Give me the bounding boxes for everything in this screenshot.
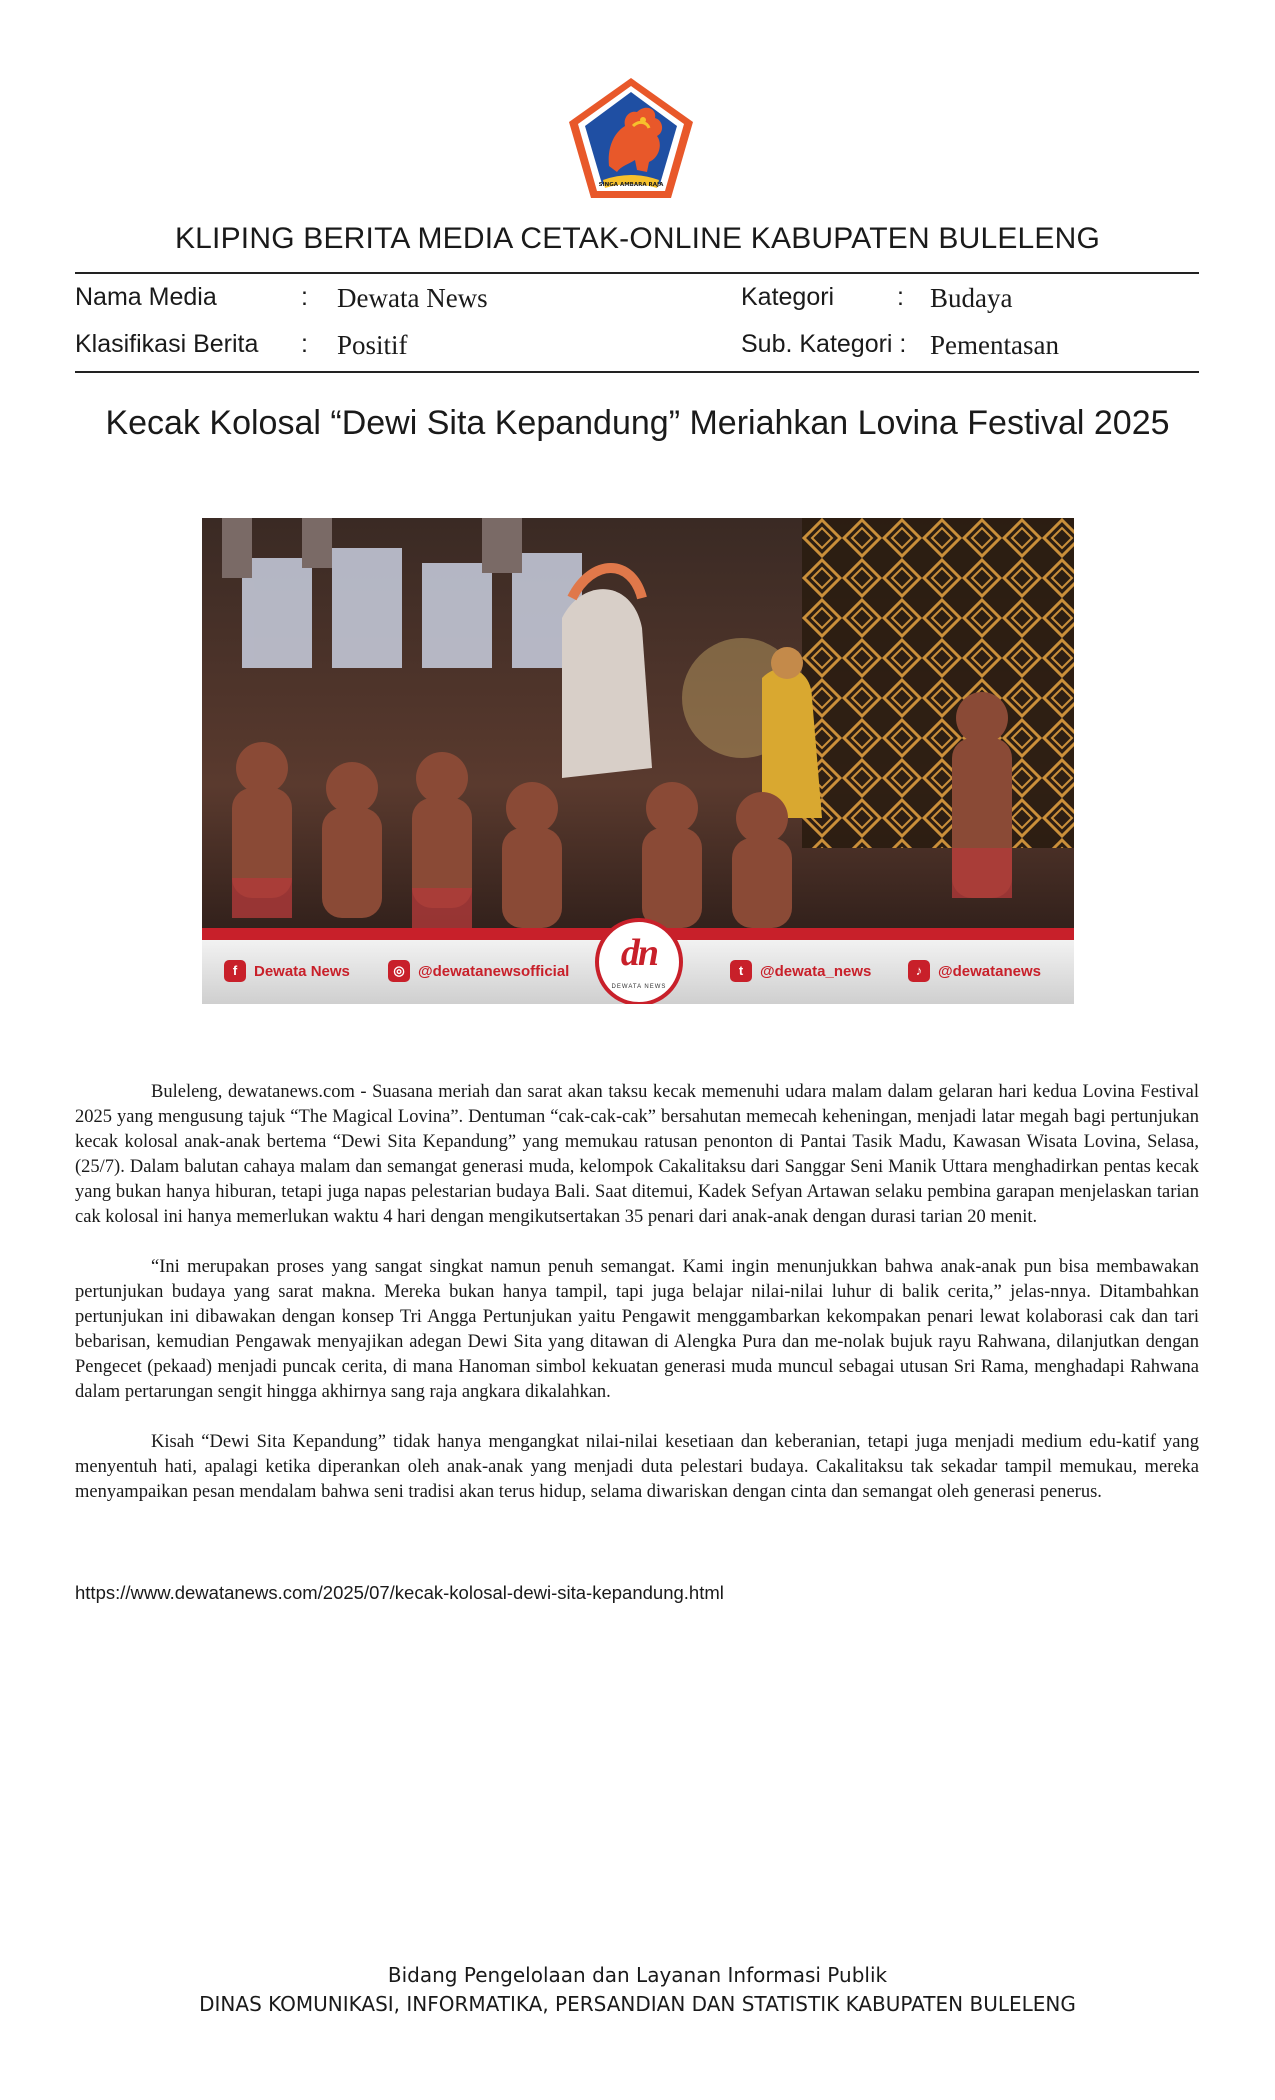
kategori-separator xyxy=(897,283,904,312)
separator-colon: : xyxy=(897,283,904,311)
dewata-news-logo-sub: DEWATA NEWS xyxy=(611,984,667,990)
document-title: KLIPING BERITA MEDIA CETAK-ONLINE KABUPATEN BULELENG xyxy=(174,222,1101,255)
social-facebook xyxy=(224,960,350,982)
source-url: https://www.dewatanews.com/2025/07/kecak-kolosal-dewi-sita-kepandung.html xyxy=(75,1582,724,1603)
social-facebook-label: Dewata News xyxy=(254,962,350,980)
social-twitter xyxy=(730,960,871,982)
social-twitter-label: @dewata_news xyxy=(760,962,872,980)
sub-kategori-row xyxy=(741,330,906,359)
instagram-icon: ◎ xyxy=(388,960,410,982)
klasifikasi-separator xyxy=(301,330,308,359)
article-headline: Kecak Kolosal “Dewi Sita Kepandung” Meriahkan Lovina Festival 2025 xyxy=(105,404,1170,442)
article-body xyxy=(75,1080,1199,1530)
nama-media-row xyxy=(75,283,217,312)
social-instagram xyxy=(388,960,569,982)
klasifikasi-value-wrap xyxy=(337,330,408,361)
klasifikasi-label: Klasifikasi Berita xyxy=(75,330,259,358)
klasifikasi-value: Positif xyxy=(337,330,408,360)
social-tiktok-label: @dewatanews xyxy=(938,962,1041,980)
article-photo xyxy=(202,518,1074,1004)
sub-kategori-label: Sub. Kategori : xyxy=(741,330,907,358)
sub-kategori-value: Pementasan xyxy=(930,330,1059,360)
nama-media-value-wrap xyxy=(337,283,488,314)
footer-division: Bidang Pengelolaan dan Layanan Informasi Publik xyxy=(387,1963,888,1987)
dewata-news-logo-mark: dn xyxy=(620,932,658,974)
top-divider xyxy=(75,272,1199,274)
tiktok-icon: ♪ xyxy=(908,960,930,982)
footer-agency: DINAS KOMUNIKASI, INFORMATIKA, PERSANDIAN DAN STATISTIK KABUPATEN BULELENG xyxy=(199,1992,1076,2016)
sub-kategori-value-wrap xyxy=(930,330,1059,361)
separator-colon: : xyxy=(301,283,308,311)
article-paragraph: Kisah “Dewi Sita Kepandung” tidak hanya mengangkat nilai-nilai kesetiaan dan keberanian, tetapi juga menjadi medium edu-katif yang menyentuh hati, apalagi ketika diperankan oleh anak-anak yang menjadi duta pelestari budaya. Cakalitaksu tak sekadar tampil memukau, mereka menyampaikan pesan mendalam bahwa seni tradisi akan terus hidup, selama diwariskan dengan cinta dan semangat oleh generasi penerus. xyxy=(75,1432,1199,1502)
bottom-divider xyxy=(75,371,1199,373)
nama-media-value: Dewata News xyxy=(337,283,488,313)
article-paragraph: “Ini merupakan proses yang sangat singkat namun penuh semangat. Kami ingin menunjukkan bahwa anak-anak pun bisa membawakan pertunjukan budaya yang sarat makna. Mereka bukan hanya tampil, tapi juga belajar nilai-nilai luhur di balik cerita,” jelas-nnya. Ditambahkan pertunjukan ini dibawakan dengan konsep Tri Angga Pertunjukan yaitu Pengawit menggambarkan kekompakan penari lewat kolaborasi cak dan tari bebarisan, kemudian Pengawak menyajikan adegan Dewi Sita yang ditawan di Alengka Pura dan me-nolak bujuk rayu Rahwana, dilanjutkan dengan Pengecet (pekaad) menjadi puncak cerita, di mana Hanoman simbol kekuatan generasi muda muncul sebagai utusan Sri Rama, menghadapi Rahwana dalam pertarungan sengit hingga akhirnya sang raja angkara dikalahkan. xyxy=(75,1257,1199,1402)
klasifikasi-row xyxy=(75,330,258,359)
buleleng-emblem-logo xyxy=(563,74,699,202)
kategori-label: Kategori xyxy=(741,283,835,311)
separator-colon: : xyxy=(301,330,308,358)
nama-media-separator xyxy=(301,283,308,312)
social-instagram-label: @dewatanewsofficial xyxy=(418,962,570,980)
logo-motto-text: SINGA AMBARA RAJA xyxy=(598,182,664,188)
social-tiktok xyxy=(908,960,1041,982)
twitter-icon: t xyxy=(730,960,752,982)
article-paragraph: Buleleng, dewatanews.com - Suasana meriah dan sarat akan taksu kecak memenuhi udara malam dalam gelaran hari kedua Lovina Festival 2025 yang mengusung tajuk “The Magical Lovina”. Dentuman “cak-cak-cak” bersahutan memecah keheningan, menjadi latar megah bagi pertunjukan kecak kolosal anak-anak bertema “Dewi Sita Kepandung” yang memukau ratusan penonton di Pantai Tasik Madu, Kawasan Wisata Lovina, Selasa, (25/7). Dalam balutan cahaya malam dan semangat generasi muda, kelompok Cakalitaksu dari Sanggar Seni Manik Uttara menghadirkan pentas kecak yang bukan hanya hiburan, tetapi juga napas pelestarian budaya Bali. Saat ditemui, Kadek Sefyan Artawan selaku pembina garapan menjelaskan tarian cak kolosal ini hanya memerlukan waktu 4 hari dengan mengikutsertakan 35 penari dari anak-anak dengan durasi tarian 20 menit. xyxy=(75,1082,1199,1227)
kategori-row xyxy=(741,283,834,312)
nama-media-label: Nama Media xyxy=(75,283,217,311)
kategori-value: Budaya xyxy=(930,283,1013,313)
facebook-icon: f xyxy=(224,960,246,982)
kategori-value-wrap xyxy=(930,283,1012,314)
dewata-news-logo xyxy=(595,918,683,1004)
